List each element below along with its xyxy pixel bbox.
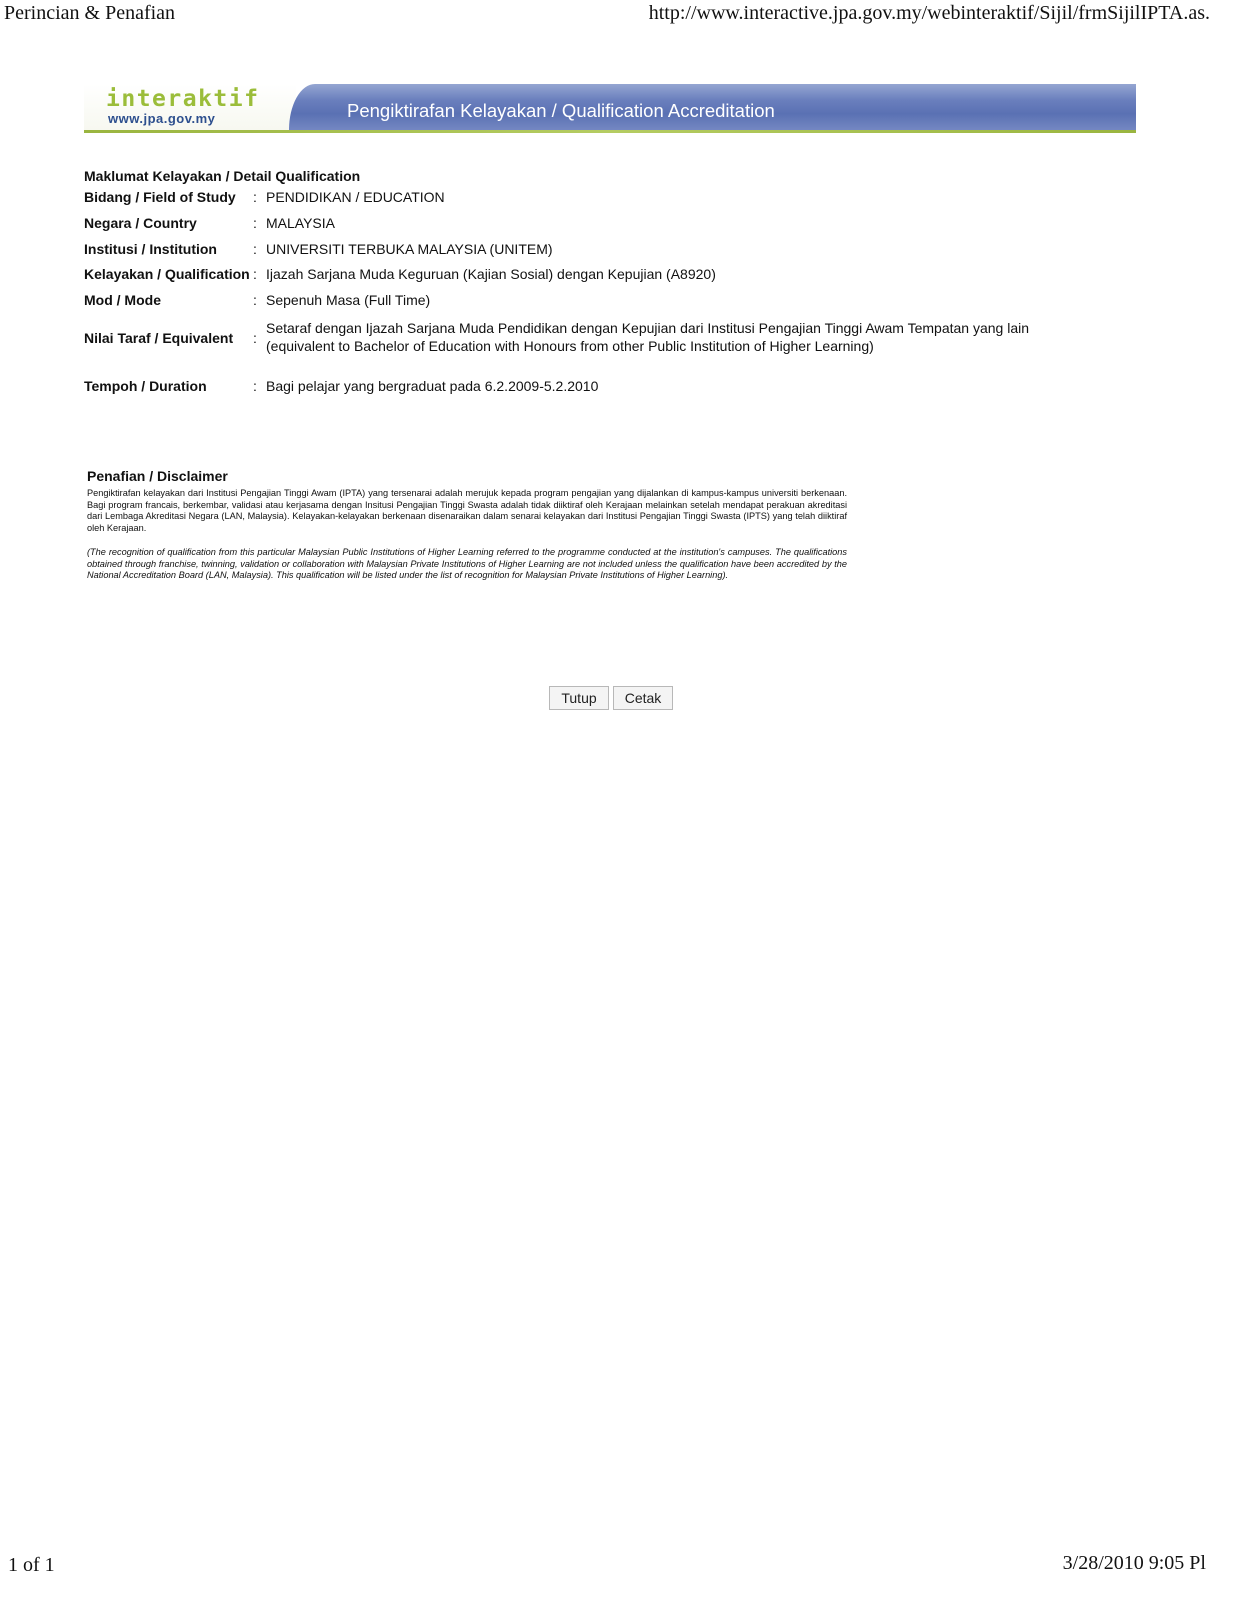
equivalent-value-line2: (equivalent to Bachelor of Education with Honours from other Public Institution of Higher Learning) xyxy=(266,338,874,354)
print-button[interactable]: Cetak xyxy=(613,686,673,710)
disclaimer-title: Penafian / Disclaimer xyxy=(87,468,228,484)
separator: : xyxy=(253,378,257,394)
separator: : xyxy=(253,215,257,231)
institution-value: UNIVERSITI TERBUKA MALAYSIA (UNITEM) xyxy=(266,241,553,257)
print-header-url: http://www.interactive.jpa.gov.my/webinteraktif/Sijil/frmSijilIPTA.as. xyxy=(648,2,1210,24)
separator: : xyxy=(253,189,257,205)
separator: : xyxy=(253,292,257,308)
interaktif-logo xyxy=(84,84,296,130)
qualification-label: Kelayakan / Qualification xyxy=(84,266,250,282)
banner-accent-stripe xyxy=(84,130,1136,133)
field-label: Bidang / Field of Study xyxy=(84,189,236,205)
disclaimer-text-english: (The recognition of qualification from this particular Malaysian Public Institutions of Higher Learning referred to the programme conducted at the institution's campuses. The qualifications obtained through franchise, twinning, validation or collaboration with Malaysian Private Institutions of Higher Learning are not included unless the qualification have been accredited by the National Accreditation Board (LAN, Malaysia). This qualification will be listed under the list of recognition for Malaysian Private Institutions of Higher Learning). xyxy=(87,547,847,580)
mode-value: Sepenuh Masa (Full Time) xyxy=(266,292,431,308)
close-button[interactable]: Tutup xyxy=(549,686,609,710)
logo-url: www.jpa.gov.my xyxy=(108,111,216,126)
logo-wordmark: interaktif xyxy=(106,86,260,112)
separator: : xyxy=(253,241,257,257)
qualification-value: Ijazah Sarjana Muda Keguruan (Kajian Sosial) dengan Kepujian (A8920) xyxy=(266,266,716,282)
equivalent-value xyxy=(266,319,1046,355)
institution-label: Institusi / Institution xyxy=(84,241,217,257)
header-banner xyxy=(84,84,1136,132)
section-title: Maklumat Kelayakan / Detail Qualification xyxy=(84,168,361,184)
print-footer-page-count: 1 of 1 xyxy=(8,1554,55,1576)
mode-label: Mod / Mode xyxy=(84,292,161,308)
banner-title: Pengiktirafan Kelayakan / Qualification Accreditation xyxy=(347,100,775,121)
country-label: Negara / Country xyxy=(84,215,197,231)
equivalent-label: Nilai Taraf / Equivalent xyxy=(84,330,234,346)
separator: : xyxy=(253,330,257,346)
equivalent-value-line1: Setaraf dengan Ijazah Sarjana Muda Pendidikan dengan Kepujian dari Institusi Pengajian Tinggi Awam Tempatan yang lain xyxy=(266,320,1030,336)
duration-value: Bagi pelajar yang bergraduat pada 6.2.2009-5.2.2010 xyxy=(266,378,599,394)
disclaimer-text-malay: Pengiktirafan kelayakan dari Institusi Pengajian Tinggi Awam (IPTA) yang tersenarai adalah merujuk kepada program pengajian yang dijalankan di kampus-kampus universiti berkenaan. Bagi program francais, berkembar, validasi atau kerjasama dengan Insitusi Pengajian Tinggi Swasta adalah tidak diiktiraf oleh Kerajaan melainkan setelah mendapat perakuan akreditasi dari Lembaga Akreditasi Negara (LAN, Malaysia). Kelayakan-kelayakan berkenaan disenaraikan dalam senarai kelayakan dari Institusi Pengajian Tinggi Swasta (IPTS) yang telah diiktiraf oleh Kerajaan. xyxy=(87,488,847,533)
country-value: MALAYSIA xyxy=(266,215,335,231)
print-footer-timestamp: 3/28/2010 9:05 Pl xyxy=(1062,1552,1206,1574)
banner-title-bar xyxy=(289,84,1136,130)
print-header-page-title: Perincian & Penafian xyxy=(4,2,176,24)
separator: : xyxy=(253,266,257,282)
duration-label: Tempoh / Duration xyxy=(84,378,207,394)
field-value: PENDIDIKAN / EDUCATION xyxy=(266,189,445,205)
